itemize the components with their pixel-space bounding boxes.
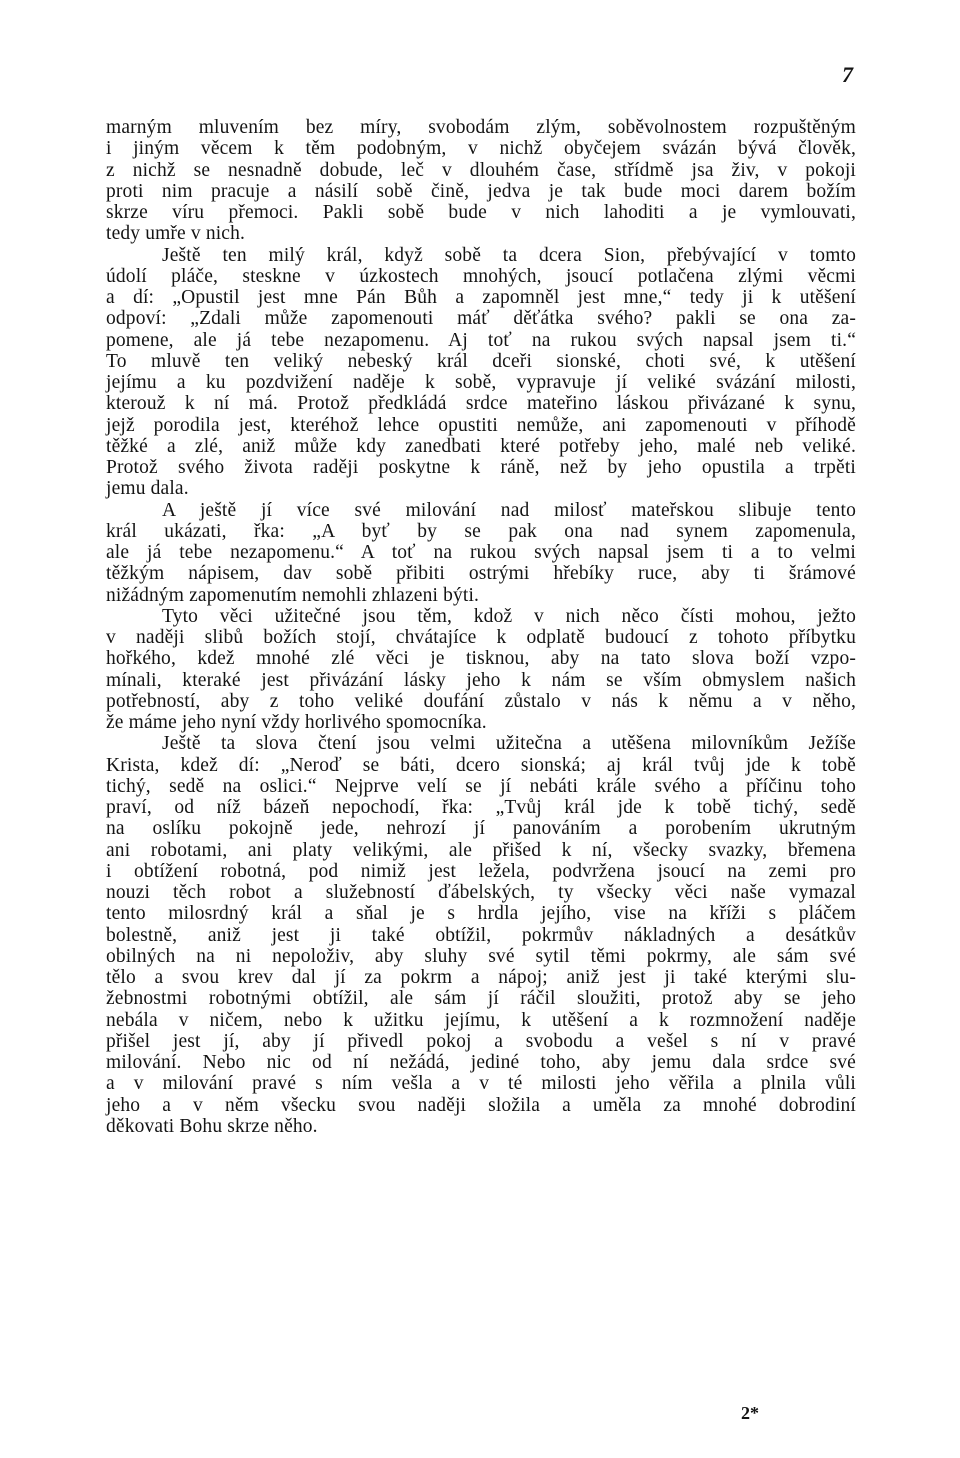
text-line: i obtížení robotná, pod nimiž jest ležela, podvržena jsoucí na zemi pro	[106, 860, 856, 882]
text-line: milování. Nebo nic od ní nežádá, jediné toho, aby jemu dala srdce své	[106, 1052, 856, 1073]
text-line: Protož svého života raději poskytne k ráně, než by jeho opustila a trpěti	[106, 457, 856, 478]
signature-mark: 2*	[741, 1403, 759, 1423]
text-line: tělo a svou krev dal jí za pokrm a nápoj; aniž jest ji také kterými slu-	[106, 967, 856, 988]
text-line: potřebností, aby z toho veliké doufání zůstalo v nás k němu a v něho,	[106, 690, 856, 712]
text-line: Tyto věci užitečné jsou těm, kdož v nich něco čísti mohou, ježto	[162, 605, 856, 627]
text-line: marným mluvením bez míry, svobodám zlým, soběvolnostem rozpuštěným	[106, 117, 856, 138]
text-line: tedy umře v nich.	[106, 223, 246, 245]
text-line: odpoví: „Zdali může zapomenouti máť děťátka svého? pakli se ona za-	[106, 308, 856, 330]
text-line: nebála v ničem, nebo k užitku jejímu, k utěšení a k rozmnožení naděje	[106, 1009, 856, 1031]
text-line: z nichž se nesnadně dobude, leč v dlouhém čase, střídmě jsa živ, v pokoji	[106, 159, 856, 181]
text-line: A ještě jí více své milování nad milosť mateřskou slibuje tento	[162, 499, 856, 521]
text-line: údolí pláče, steskne v úzkostech mnohých, jsoucí potlačena zlými věcmi	[106, 265, 856, 287]
text-line: praví, od níž bázeň nepochodí, řka: „Tvůj král jde k tobě tichý, sedě	[106, 797, 856, 818]
text-line: bolestně, aniž jest ji také obtížil, pokrmův nákladných a desátkův	[106, 924, 856, 946]
text-line: hořkého, kdež mnohé zlé věci je tisknou, aby na tato slova boží vzpo-	[106, 648, 856, 670]
page-number: 7	[842, 62, 853, 87]
text-line: Ještě ta slova čtení jsou velmi užitečna a utěšena milovníkům Ježíše	[162, 733, 856, 755]
text-line: a v milování pravé s ním vešla a v té milosti jeho věřila a plnila vůli	[106, 1073, 856, 1095]
text-line: skrze víru přemoci. Pakli sobě bude v nich lahoditi a je vymlouvati,	[106, 202, 856, 223]
text-line: děkovati Bohu skrze něho.	[106, 1115, 318, 1137]
text-line: král ukázati, řka: „A byť by se pak ona nad synem zapomenula,	[106, 520, 856, 542]
text-line: To mluvě ten veliký nebeský král dceři sionské, choti své, k utěšení	[106, 350, 856, 372]
text-line: těžké a zlé, aniž může kdy zanedbati které potřeby jeho, malé neb veliké.	[106, 435, 856, 457]
text-line: i jiným věcem k těm podobným, v nichž obyčejem svázán bývá člověk,	[106, 138, 856, 160]
text-line: že máme jeho nyní vždy horlivého spomocníka.	[106, 712, 487, 733]
text-line: přišel jest jí, aby jí přivedl pokoj a svobodu a vešel s ní v pravé	[106, 1030, 856, 1052]
text-line: nižádným zapomenutím nemohli zhlazeni býti.	[106, 584, 480, 606]
text-line: jemu dala.	[106, 478, 189, 500]
text-line: na oslíku pokojně jede, nehrozí jí panováním a porobením ukrutným	[106, 818, 856, 840]
body-text	[106, 117, 856, 1137]
text-line: Krista, kdež dí: „Neroď se báti, dcero sionská; aj král tvůj jde k tobě	[106, 754, 856, 776]
text-line: ale já tebe nezapomenu.“ A toť na rukou svých napsal jsem ti a to velmi	[106, 542, 856, 563]
text-line: jejímu a ku pozdvižení naděje k sobě, vypravuje jí veliké svázání milosti,	[106, 372, 856, 393]
text-line: kterouž k ní má. Protož předkládá srdce mateřino láskou přivázané k synu,	[106, 393, 856, 415]
text-line: jeho a v něm všecku svou naději složila a uměla za mnohé dobrodiní	[106, 1094, 856, 1116]
text-line: ani robotami, ani platy velikými, ale přišed k ní, všecky svazky, břemena	[106, 839, 856, 861]
text-line: nouzi těch robot a služebností ďábelských, ty všecky věci naše vymazal	[106, 882, 856, 903]
text-line: Ještě ten milý král, když sobě ta dcera Sion, přebývající v tomto	[162, 244, 856, 266]
text-line: žebnostmi robotnými obtížil, ale sám jí ráčil sloužiti, protož aby se jeho	[106, 988, 856, 1010]
text-line: těžkým nápisem, dav sobě přibiti ostrými hřebíky ruce, aby ti šrámové	[106, 563, 856, 585]
text-line: obilných na ni nepoloživ, aby sluhy své sytil těmi pokrmy, ale sám své	[106, 945, 856, 967]
text-line: tento milosrdný král a sňal je s hrdla jejího, vise na kříži s pláčem	[106, 903, 856, 925]
text-line: mínali, kteraké jest přivázání lásky jeho k nám se vším obmyslem našich	[106, 669, 856, 691]
text-line: tichý, sedě na oslici.“ Nejprve velí se jí nebáti krále svého a příčinu toho	[106, 775, 856, 797]
text-line: v naději slibů božích stojí, chvátajíce k odplatě budoucí z tohoto příbytku	[106, 627, 856, 648]
text-line: pomene, ale já tebe nezapomenu. Aj toť na rukou svých napsal jsem ti.“	[106, 329, 856, 351]
text-line: a dí: „Opustil jest mne Pán Bůh a zapomněl jest mne,“ tedy ji k utěšení	[106, 287, 856, 308]
text-line: proti nim pracuje a násilí sobě čině, jedva je tak bude moci darem božím	[106, 180, 856, 202]
text-line: jejž porodila jest, kteréhož lehce opustiti nemůže, ani zapomenouti v příhodě	[106, 414, 856, 436]
